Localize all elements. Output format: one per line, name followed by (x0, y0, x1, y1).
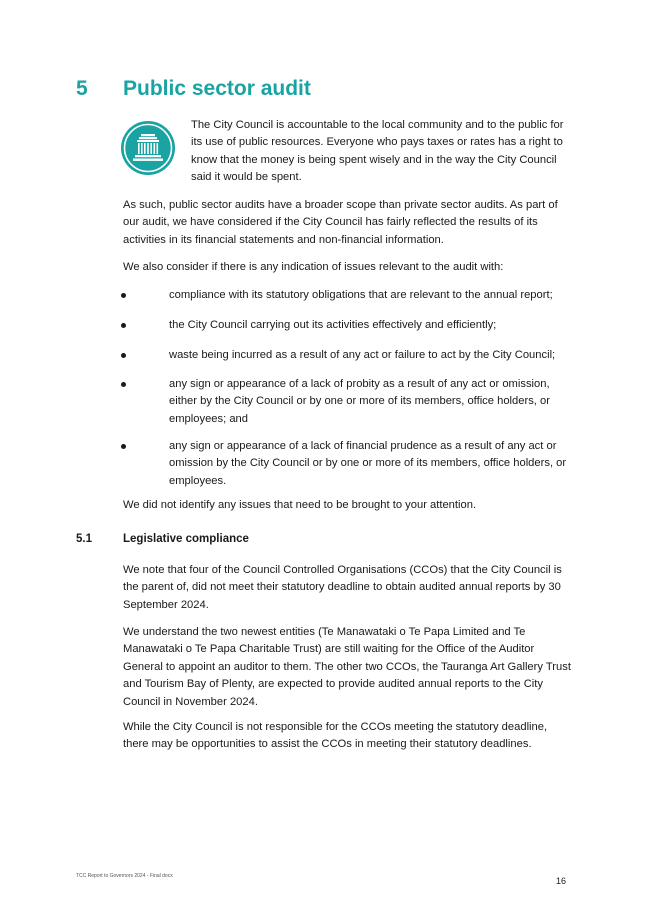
subsection-number: 5.1 (76, 533, 92, 545)
subsection-title: Legislative compliance (123, 533, 249, 545)
government-building-icon (120, 120, 176, 176)
page-number: 16 (556, 876, 567, 886)
no-issues-paragraph: We did not identify any issues that need to be brought to your attention. (123, 499, 477, 511)
scope-paragraph: As such, public sector audits have a broader scope than private sector audits. As part of our audit, we have considered if the City Council has fairly reflected the results of its activities in its financial statements and non-financial information. (123, 199, 558, 246)
footer-document-label: TCC Report to Governors 2024 - Final docx (76, 873, 173, 879)
consider-paragraph: We also consider if there is any indication of issues relevant to the audit with: (123, 261, 504, 273)
list-item: any sign or appearance of a lack of financial prudence as a result of any act or omission by the City Council or by one or more of its members, office holders, or employees. (169, 440, 567, 487)
bullet-marker (121, 444, 126, 449)
list-item: compliance with its statutory obligations that are relevant to the annual report; (169, 289, 553, 301)
intro-paragraph: The City Council is accountable to the local community and to the public for its use of public resources. Everyone who pays taxes or rates has a right to know that the money is being spent wisely and in the way the City Council said it would be spent. (191, 119, 564, 184)
cco-assist-paragraph: While the City Council is not responsible for the CCOs meeting the statutory deadline, there may be opportunities to assist the CCOs in meeting their statutory deadlines. (123, 721, 548, 751)
bullet-marker (121, 382, 126, 387)
bullet-marker (121, 353, 126, 358)
bullet-marker (121, 293, 126, 298)
list-item: any sign or appearance of a lack of probity as a result of any act or omission, either by the City Council or by one or more of its members, office holders, or employees; and (169, 378, 550, 425)
section-number: 5 (76, 77, 88, 100)
list-item: waste being incurred as a result of any act or failure to act by the City Council; (169, 349, 556, 361)
cco-auditor-paragraph: We understand the two newest entities (Te Manawataki o Te Papa Limited and Te Manawataki o Te Papa Charitable Trust) are still waiting for the Office of the Auditor General to appoint an auditor to them. The other two CCOs, the Tauranga Art Gallery Trust and Tourism Bay of Plenty, are expected to provide audited annual reports to the City Council in November 2024. (123, 626, 571, 708)
list-item: the City Council carrying out its activities effectively and efficiently; (169, 319, 497, 331)
section-title: Public sector audit (123, 77, 311, 100)
bullet-marker (121, 323, 126, 328)
cco-deadline-paragraph: We note that four of the Council Controlled Organisations (CCOs) that the City Council is the parent of, did not meet their statutory deadline to obtain audited annual reports by 30 September 2024. (123, 564, 562, 611)
